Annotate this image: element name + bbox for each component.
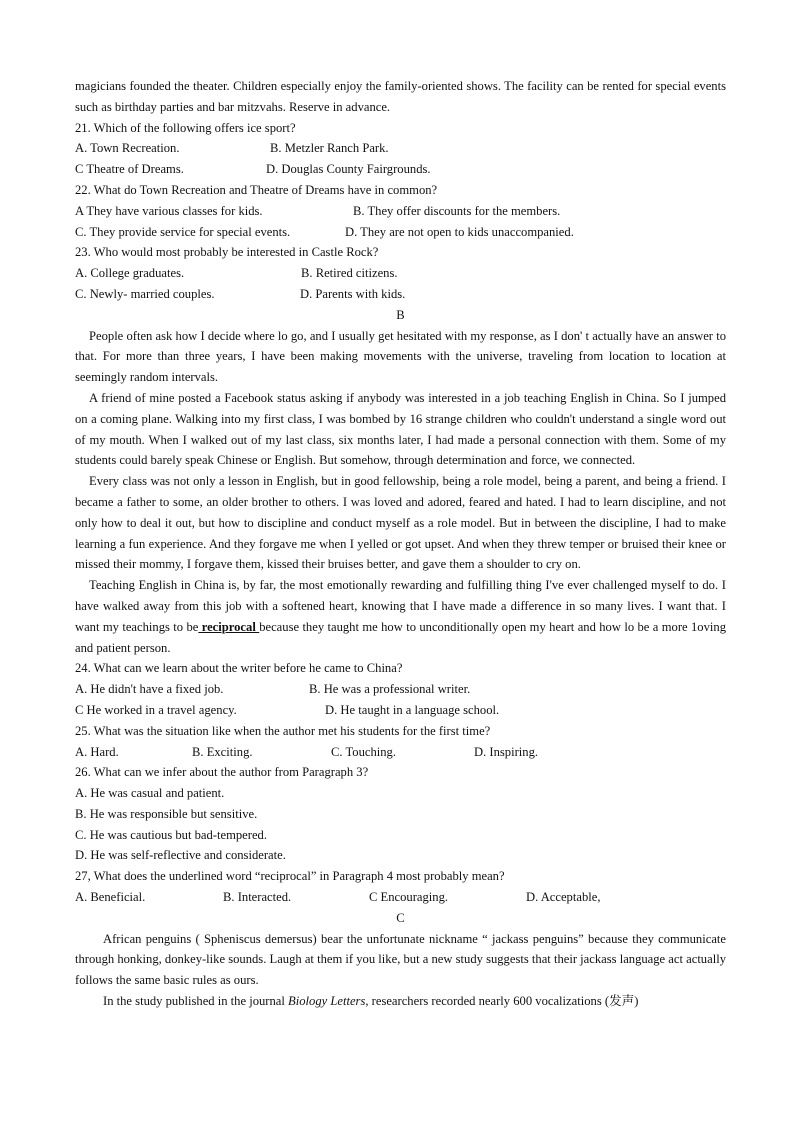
q23-option-a: A. College graduates. <box>75 266 185 281</box>
q23-options-row2 <box>75 284 726 305</box>
q22-options-row2 <box>75 222 726 243</box>
q21-options-row1 <box>75 138 726 159</box>
q21-option-d: D. Douglas County Fairgrounds. <box>266 162 431 177</box>
q25-option-a: A. Hard. <box>75 744 119 759</box>
q23-option-d: D. Parents with kids. <box>300 286 406 301</box>
q27-option-b: B. Interacted. <box>223 890 292 905</box>
q26-option-a: A. He was casual and patient. <box>75 786 225 801</box>
q23-option-c: C. Newly- married couples. <box>75 286 215 301</box>
passage-b-paragraph-4 <box>75 575 726 658</box>
q27-options <box>75 887 726 908</box>
passage-a-tail: magicians founded the theater. Children especially enjoy the family-oriented shows. The facility can be rented for special events such as birthday parties and bar mitzvahs. Reserve in advance. <box>75 79 726 114</box>
q24-option-a: A. He didn't have a fixed job. <box>75 682 224 697</box>
q23-options-row1 <box>75 263 726 284</box>
q21-option-b: B. Metzler Ranch Park. <box>270 141 389 156</box>
q24-option-c: C He worked in a travel agency. <box>75 702 237 717</box>
passage-b-p4-after: because they taught me how to unconditionally open my heart and how lo be a more 1oving and patient person. <box>75 619 726 655</box>
q26-stem: 26. What can we infer about the author from Paragraph 3? <box>75 765 369 780</box>
passage-c-p2-after: , researchers recorded nearly 600 vocalizations (发声) <box>365 994 639 1009</box>
q26-option-b: B. He was responsible but sensitive. <box>75 806 258 821</box>
q21-option-c: C Theatre of Dreams. <box>75 162 184 177</box>
q22-option-a: A They have various classes for kids. <box>75 203 263 218</box>
passage-c-paragraph-2 <box>75 991 726 1012</box>
q21-option-a: A. Town Recreation. <box>75 141 180 156</box>
q25-stem: 25. What was the situation like when the author met his students for the first time? <box>75 723 491 738</box>
q24-options-row1 <box>75 679 726 700</box>
q25-options <box>75 742 726 763</box>
journal-name: Biology Letters <box>288 994 366 1009</box>
passage-b-paragraph-1: People often ask how I decide where lo go, and I usually get hesitated with my response, as I don' t actually have an answer to that. For more than three years, I have been making movements with the universe, traveling from location to location at seemingly random intervals. <box>75 328 726 385</box>
q22-options-row1 <box>75 201 726 222</box>
q23-option-b: B. Retired citizens. <box>301 266 398 281</box>
q22-option-b: B. They offer discounts for the members. <box>353 203 561 218</box>
q21-options-row2 <box>75 159 726 180</box>
passage-b-p4-before: Teaching English in China is, by far, the most emotionally rewarding and fulfilling thing I've ever challenged myself to do. I have walked away from this job with a softened heart, knowing that I have made a difference in so many lives. I want that. I want my teachings to be <box>75 578 726 634</box>
passage-c-p2-before: In the study published in the journal <box>103 994 289 1009</box>
q24-option-b: B. He was a professional writer. <box>309 682 471 697</box>
q24-option-d: D. He taught in a language school. <box>325 702 500 717</box>
q27-option-c: C Encouraging. <box>369 890 449 905</box>
q25-option-c: C. Touching. <box>331 744 397 759</box>
q22-option-d: D. They are not open to kids unaccompanied. <box>345 224 574 239</box>
q24-stem: 24. What can we learn about the writer before he came to China? <box>75 661 403 676</box>
q27-option-d: D. Acceptable, <box>526 890 601 905</box>
q22-stem: 22. What do Town Recreation and Theatre of Dreams have in common? <box>75 182 438 197</box>
q24-options-row2 <box>75 700 726 721</box>
section-c-heading: C <box>396 910 405 925</box>
q27-stem: 27, What does the underlined word “reciprocal” in Paragraph 4 most probably mean? <box>75 869 505 884</box>
q25-option-d: D. Inspiring. <box>474 744 539 759</box>
passage-b-paragraph-3: Every class was not only a lesson in English, but in good fellowship, being a role model, being a parent, and being a friend. I became a father to some, an older brother to others. I was loved and adored, feared and hated. I had to learn discipline, and not only how to deal it out, but how to discipline and conduct myself as a role model. But in between the discipline, I had to make learning a fun experience. And they forgave me when I yelled or got upset. And when they threw temper or bruised their knee or missed their mommy, I forgave them, kissed their bruises better, and gave them a shoulder to cry on. <box>75 474 726 572</box>
section-b-heading: B <box>396 307 405 322</box>
q23-stem: 23. Who would most probably be interested in Castle Rock? <box>75 245 379 260</box>
q21-stem: 21. Which of the following offers ice sport? <box>75 120 296 135</box>
passage-c-paragraph-1: African penguins ( Spheniscus demersus) bear the unfortunate nickname “ jackass penguins” because they communicate through honking, donkey-like sounds. Laugh at them if you like, but a new study suggests that their jackass language act actually follows the same basic rules as ours. <box>75 931 726 988</box>
q26-option-c: C. He was cautious but bad-tempered. <box>75 827 267 842</box>
q27-option-a: A. Beneficial. <box>75 890 146 905</box>
q25-option-b: B. Exciting. <box>192 744 253 759</box>
underlined-word-reciprocal: reciprocal <box>198 619 260 634</box>
q22-option-c: C. They provide service for special events. <box>75 224 291 239</box>
exam-page <box>75 76 726 1012</box>
q26-option-d: D. He was self-reflective and considerate. <box>75 848 286 863</box>
passage-b-paragraph-2: A friend of mine posted a Facebook status asking if anybody was interested in a job teaching English in China. So I jumped on a coming plane. Walking into my first class, I was bombed by 16 strange children who couldn't understand a single word out of my mouth. When I walked out of my last class, six months later, I had made a personal connection with them. Some of my students could barely speak Chinese or English. But somehow, through determination and force, we connected. <box>75 390 726 468</box>
